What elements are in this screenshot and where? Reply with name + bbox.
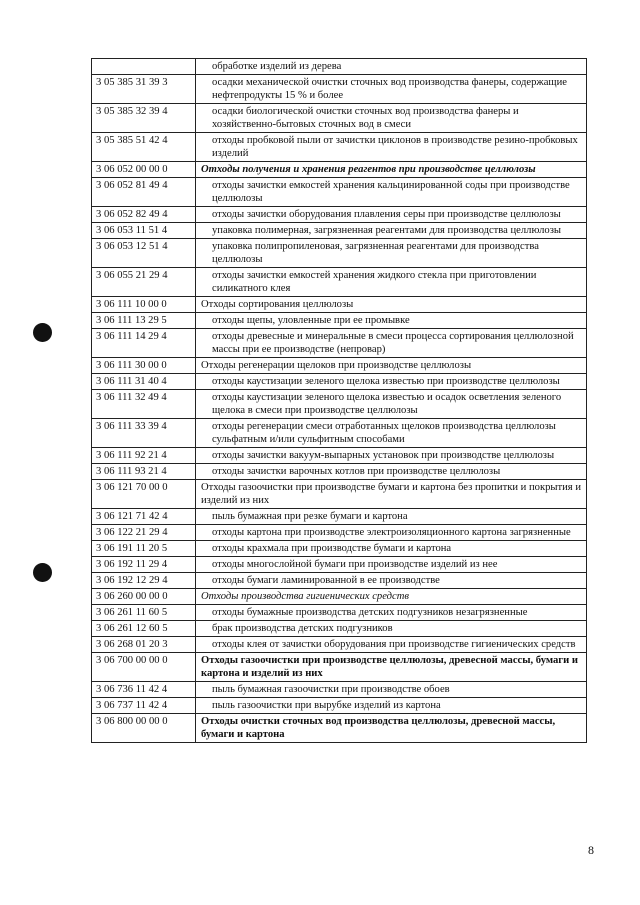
- table-row: [92, 207, 587, 223]
- table-row: [92, 637, 587, 653]
- waste-description-cell: отходы многослойной бумаги при производстве изделий из нее: [196, 557, 587, 573]
- waste-code-cell: 3 06 268 01 20 3: [92, 637, 196, 653]
- waste-description-cell: Отходы получения и хранения реагентов при производстве целлюлозы: [196, 162, 587, 178]
- waste-code-cell: 3 06 111 93 21 4: [92, 464, 196, 480]
- table-row: [92, 223, 587, 239]
- table-row: [92, 75, 587, 104]
- table-row: [92, 525, 587, 541]
- waste-code-cell: 3 06 736 11 42 4: [92, 682, 196, 698]
- waste-description-cell: Отходы сортирования целлюлозы: [196, 297, 587, 313]
- waste-description-cell: брак производства детских подгузников: [196, 621, 587, 637]
- waste-code-cell: 3 06 111 13 29 5: [92, 313, 196, 329]
- waste-description-cell: Отходы производства гигиенических средств: [196, 589, 587, 605]
- table-row: [92, 329, 587, 358]
- waste-description-cell: упаковка полимерная, загрязненная реагентами для производства целлюлозы: [196, 223, 587, 239]
- waste-code-cell: 3 06 111 31 40 4: [92, 374, 196, 390]
- table-row: [92, 358, 587, 374]
- waste-description-cell: отходы регенерации смеси отработанных щелоков производства целлюлозы сульфатным и/или сульфитным способами: [196, 419, 587, 448]
- waste-code-cell: 3 06 121 70 00 0: [92, 480, 196, 509]
- table-row: [92, 268, 587, 297]
- table-row: [92, 104, 587, 133]
- table-row: [92, 374, 587, 390]
- waste-code-cell: 3 06 111 30 00 0: [92, 358, 196, 374]
- waste-description-cell: осадки механической очистки сточных вод производства фанеры, содержащие нефтепродукты 15 % и более: [196, 75, 587, 104]
- waste-code-cell: 3 06 111 10 00 0: [92, 297, 196, 313]
- waste-code-cell: 3 06 700 00 00 0: [92, 653, 196, 682]
- waste-description-cell: отходы пробковой пыли от зачистки циклонов в производстве резино-пробковых изделий: [196, 133, 587, 162]
- waste-description-cell: Отходы газоочистки при производстве бумаги и картона без пропитки и покрытия и изделий из них: [196, 480, 587, 509]
- waste-description-cell: отходы древесные и минеральные в смеси процесса сортирования целлюлозной массы при ее производстве (непровар): [196, 329, 587, 358]
- waste-description-cell: отходы каустизации зеленого щелока известью при производстве целлюлозы: [196, 374, 587, 390]
- waste-description-cell: осадки биологической очистки сточных вод производства фанеры и хозяйственно-бытовых сточных вод в смеси: [196, 104, 587, 133]
- table-row: [92, 313, 587, 329]
- waste-code-cell: 3 05 385 31 39 3: [92, 75, 196, 104]
- waste-code-cell: 3 06 260 00 00 0: [92, 589, 196, 605]
- waste-code-cell: 3 06 053 11 51 4: [92, 223, 196, 239]
- table-row: [92, 178, 587, 207]
- waste-code-cell: 3 06 053 12 51 4: [92, 239, 196, 268]
- table-row: [92, 239, 587, 268]
- waste-code-cell: 3 06 121 71 42 4: [92, 509, 196, 525]
- table-row: [92, 605, 587, 621]
- waste-description-cell: отходы крахмала при производстве бумаги и картона: [196, 541, 587, 557]
- waste-description-cell: Отходы очистки сточных вод производства целлюлозы, древесной массы, бумаги и картона: [196, 714, 587, 743]
- table-row: [92, 419, 587, 448]
- table-row: [92, 541, 587, 557]
- punch-hole-top: [33, 323, 52, 342]
- waste-code-cell: 3 06 111 33 39 4: [92, 419, 196, 448]
- table-row: [92, 557, 587, 573]
- waste-description-cell: отходы каустизации зеленого щелока известью и осадок осветления зеленого щелока в смеси при производстве целлюлозы: [196, 390, 587, 419]
- waste-code-cell: 3 06 261 11 60 5: [92, 605, 196, 621]
- waste-description-cell: отходы зачистки оборудования плавления серы при производстве целлюлозы: [196, 207, 587, 223]
- waste-description-cell: Отходы газоочистки при производстве целлюлозы, древесной массы, бумаги и картона и изделий из них: [196, 653, 587, 682]
- waste-code-cell: 3 06 111 32 49 4: [92, 390, 196, 419]
- waste-code-cell: 3 06 191 11 20 5: [92, 541, 196, 557]
- waste-description-cell: Отходы регенерации щелоков при производстве целлюлозы: [196, 358, 587, 374]
- waste-code-cell: 3 06 052 82 49 4: [92, 207, 196, 223]
- waste-description-cell: пыль бумажная газоочистки при производстве обоев: [196, 682, 587, 698]
- table-row: [92, 698, 587, 714]
- table-row: [92, 509, 587, 525]
- table-row: [92, 162, 587, 178]
- waste-classifier-table: [91, 58, 587, 743]
- waste-description-cell: пыль газоочистки при вырубке изделий из картона: [196, 698, 587, 714]
- waste-code-cell: 3 06 111 92 21 4: [92, 448, 196, 464]
- waste-code-cell: 3 06 052 81 49 4: [92, 178, 196, 207]
- waste-description-cell: отходы картона при производстве электроизоляционного картона загрязненные: [196, 525, 587, 541]
- waste-description-cell: отходы клея от зачистки оборудования при производстве гигиенических средств: [196, 637, 587, 653]
- table-row: [92, 59, 587, 75]
- waste-description-cell: отходы зачистки вакуум-выпарных установок при производстве целлюлозы: [196, 448, 587, 464]
- table-row: [92, 480, 587, 509]
- waste-code-cell: 3 05 385 32 39 4: [92, 104, 196, 133]
- waste-description-cell: отходы бумажные производства детских подгузников незагрязненные: [196, 605, 587, 621]
- table-row: [92, 682, 587, 698]
- waste-code-cell: 3 06 055 21 29 4: [92, 268, 196, 297]
- waste-code-cell: 3 06 052 00 00 0: [92, 162, 196, 178]
- waste-code-cell: 3 06 111 14 29 4: [92, 329, 196, 358]
- waste-description-cell: отходы бумаги ламинированной в ее производстве: [196, 573, 587, 589]
- table-row: [92, 133, 587, 162]
- waste-description-cell: отходы зачистки емкостей хранения жидкого стекла при приготовлении силикатного клея: [196, 268, 587, 297]
- waste-code-cell: 3 06 192 11 29 4: [92, 557, 196, 573]
- table-row: [92, 448, 587, 464]
- waste-code-cell: 3 06 122 21 29 4: [92, 525, 196, 541]
- table-row: [92, 653, 587, 682]
- table-row: [92, 621, 587, 637]
- waste-description-cell: отходы щепы, уловленные при ее промывке: [196, 313, 587, 329]
- waste-code-cell: 3 06 800 00 00 0: [92, 714, 196, 743]
- table-row: [92, 464, 587, 480]
- waste-description-cell: пыль бумажная при резке бумаги и картона: [196, 509, 587, 525]
- waste-code-cell: 3 06 192 12 29 4: [92, 573, 196, 589]
- waste-code-cell: 3 06 261 12 60 5: [92, 621, 196, 637]
- table-row: [92, 390, 587, 419]
- table-row: [92, 589, 587, 605]
- waste-code-cell: 3 05 385 51 42 4: [92, 133, 196, 162]
- waste-description-cell: отходы зачистки емкостей хранения кальцинированной соды при производстве целлюлозы: [196, 178, 587, 207]
- table-row: [92, 714, 587, 743]
- waste-description-cell: упаковка полипропиленовая, загрязненная реагентами для производства целлюлозы: [196, 239, 587, 268]
- waste-code-cell: [92, 59, 196, 75]
- table-row: [92, 297, 587, 313]
- waste-description-cell: отходы зачистки варочных котлов при производстве целлюлозы: [196, 464, 587, 480]
- waste-code-cell: 3 06 737 11 42 4: [92, 698, 196, 714]
- table-row: [92, 573, 587, 589]
- waste-description-cell: обработке изделий из дерева: [196, 59, 587, 75]
- punch-hole-bottom: [33, 563, 52, 582]
- page-number: 8: [588, 843, 594, 857]
